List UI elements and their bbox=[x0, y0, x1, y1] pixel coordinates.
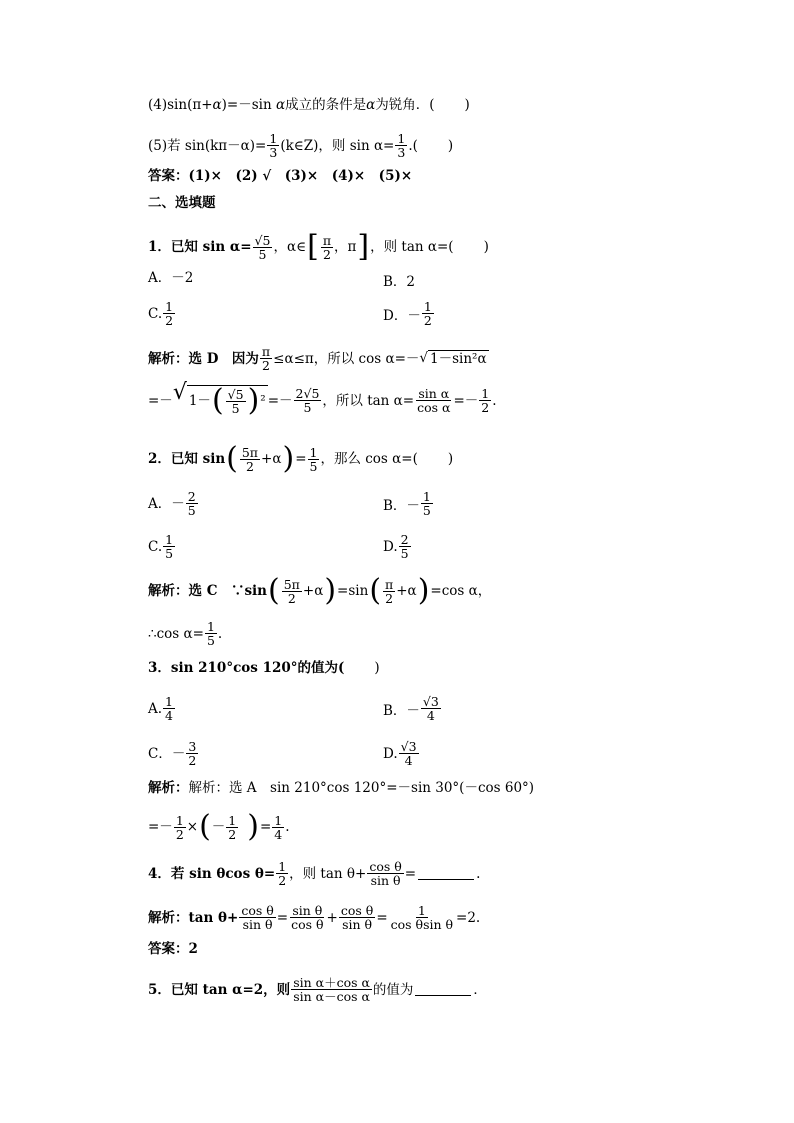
question-3-stem: 3．sin 210°cos 120°的值为( ) bbox=[148, 660, 380, 676]
option-d: D. $\frac{2}{5}$ bbox=[383, 532, 409, 561]
sqrt: √ 1－sin²α bbox=[419, 350, 487, 367]
option-c: C. $\frac{1}{5}$ bbox=[148, 532, 174, 561]
solution-3-line-1: 解析： 解析：选 A sin 210°cos 120°=－sin 30°(－cos 60°) bbox=[148, 780, 535, 796]
solution-1-line-1: 解析：选 D 因为 $\frac{\pi}{2}$ ≤α≤π，所以 cos α=－ √ 1－sin²α bbox=[148, 344, 487, 373]
sqrt: √ 1－ ( $\frac{√5}{5}$ ) ² bbox=[172, 380, 266, 418]
answer-blank bbox=[418, 867, 474, 880]
option-b: B．2 bbox=[383, 274, 416, 290]
fraction: $\frac{1}{3}$ bbox=[397, 131, 406, 160]
solution-2-line-2: ∴cos α= $\frac{1}{5}$ . bbox=[148, 619, 223, 648]
answer-line: 答案：(1)× (2) √ (3)× (4)× (5)× bbox=[148, 168, 413, 184]
option-b: B．－ $\frac{√3}{4}$ bbox=[383, 694, 439, 723]
solution-1-line-2: =－ √ 1－ ( $\frac{√5}{5}$ ) ² =－ $\frac{2√5}{5}$ ，所以 tan α= $\frac{\text{sin α}}{\text{cos α}}$ =－ $\frac{1}{2}$ . bbox=[148, 380, 497, 418]
section-heading: 二、选填题 bbox=[148, 195, 216, 211]
option-a: A．－2 bbox=[148, 270, 194, 286]
statement-4: (4)sin(π+ α )=－sin α 成立的条件是 α 为锐角．( ) bbox=[148, 97, 470, 113]
option-d: D. $\frac{√3}{4}$ bbox=[383, 739, 417, 768]
question-5-stem: 5．已知 tan α=2，则 $\frac{\text{sin α＋cos α}}{\text{sin α－cos α}}$ 的值为 ． bbox=[148, 975, 487, 1004]
question-4-stem: 4．若 sin θcos θ= $\frac{1}{2}$ ，则 tan θ+ $\frac{\text{cos θ}}{\text{sin θ}}$ = . bbox=[148, 859, 481, 888]
question-1-stem: 1．已知 sin α= $\frac{√5}{5}$ ，α∈ [ $\frac{\pi}{2}$ ，π ] ，则 tan α=( ) bbox=[148, 229, 489, 264]
option-b: B．－ $\frac{1}{5}$ bbox=[383, 489, 431, 518]
option-d: D．－ $\frac{1}{2}$ bbox=[383, 299, 432, 328]
option-c: C．－ $\frac{3}{2}$ bbox=[148, 739, 197, 768]
question-2-stem: 2．已知 sin ( $\frac{5\pi}{2}$ +α ) = $\frac{1}{5}$ ，那么 cos α=( ) bbox=[148, 441, 454, 476]
solution-3-line-2: =－ $\frac{1}{2}$ × ( － $\frac{1}{2}$ ) = $\frac{1}{4}$ . bbox=[148, 809, 290, 844]
answer-blank bbox=[415, 983, 471, 996]
option-c: C. $\frac{1}{2}$ bbox=[148, 299, 174, 328]
fraction: $\frac{\pi}{2}$ bbox=[322, 232, 332, 262]
fraction: $\frac{1}{3}$ bbox=[269, 131, 278, 160]
option-a: A．－ $\frac{2}{5}$ bbox=[148, 489, 196, 518]
answer-4: 答案：2 bbox=[148, 941, 198, 957]
solution-2-line-1: 解析：选 C ∵sin ( $\frac{5\pi}{2}$ +α ) =sin ( $\frac{\pi}{2}$ +α ) =cos α， bbox=[148, 573, 492, 608]
statement-5: (5)若 sin(kπ－α)= $\frac{1}{3}$ (k∈Z)，则 sin α= $\frac{1}{3}$ .( ) bbox=[148, 131, 454, 160]
option-a: A. $\frac{1}{4}$ bbox=[148, 694, 173, 723]
solution-4: 解析：tan θ+ $\frac{\text{cos θ}}{\text{sin θ}}$ = $\frac{\text{sin θ}}{\text{cos θ}}$ + $\frac{\text{cos θ}}{\text{sin θ}}$ = $\frac{1}{\text{cos θsin θ}}$ =2. bbox=[148, 903, 481, 932]
fraction: $\frac{√5}{5}$ bbox=[254, 232, 271, 262]
